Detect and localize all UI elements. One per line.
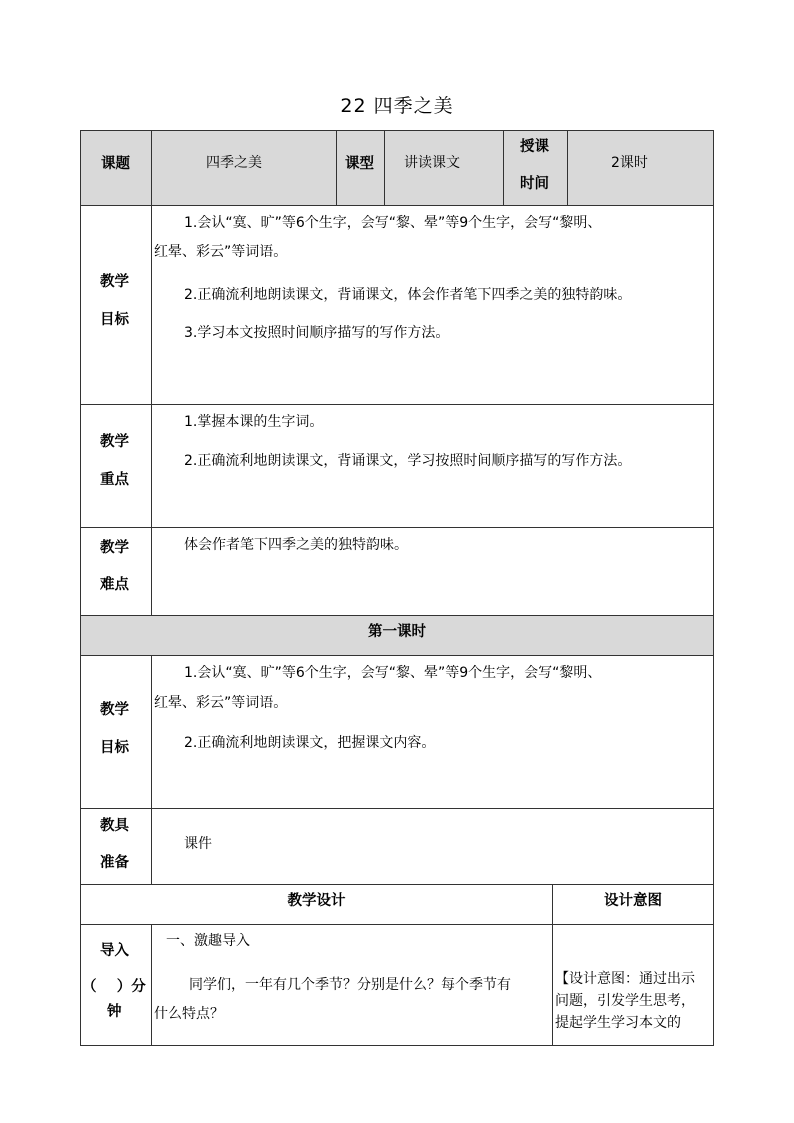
lesson1-goals-label-cell — [80, 655, 152, 809]
intro-label-line3: 钟 — [107, 1004, 122, 1020]
tools-label-line1: 教具 — [100, 818, 129, 834]
lesson1-goal-1-line1: 1.会认“寞、旷”等6个生字，会写“黎、晕”等9个生字，会写“黎明、 — [184, 665, 602, 681]
key-points-label-line2: 重点 — [100, 472, 129, 488]
time-label-line1: 授课 — [520, 139, 549, 155]
type-value: 讲读课文 — [404, 155, 460, 171]
key-points-label-cell — [80, 404, 152, 528]
intro-label-line1: 导入 — [100, 943, 129, 959]
difficulty-text: 体会作者笔下四季之美的独特韵味。 — [184, 537, 408, 553]
goals-label-cell — [80, 205, 152, 405]
time-value: 2课时 — [611, 155, 648, 171]
intro-paragraph-line2: 什么特点？ — [154, 1006, 224, 1022]
lesson1-goal-1-line2: 红晕、彩云”等词语。 — [154, 695, 288, 711]
time-label-line2: 时间 — [520, 176, 549, 192]
lesson1-goals-label-line1: 教学 — [100, 702, 129, 718]
goals-label-line1: 教学 — [100, 274, 129, 290]
type-label: 课型 — [345, 156, 374, 172]
intro-intent-line1: 【设计意图：通过出示 — [555, 971, 695, 987]
intro-paragraph-line1: 同学们，一年有几个季节？分别是什么？每个季节有 — [189, 977, 511, 993]
key-point-1: 1.掌握本课的生字词。 — [184, 414, 324, 430]
tools-value: 课件 — [184, 836, 212, 852]
topic-label: 课题 — [101, 156, 130, 172]
goal-item-1-line1: 1.会认“寞、旷”等6个生字，会写“黎、晕”等9个生字，会写“黎明、 — [184, 215, 602, 231]
lesson1-heading: 第一课时 — [368, 624, 426, 640]
topic-value: 四季之美 — [206, 155, 262, 171]
goal-item-3: 3.学习本文按照时间顺序描写的写作方法。 — [184, 325, 450, 341]
design-col1-header: 教学设计 — [287, 893, 346, 909]
key-points-label-line1: 教学 — [100, 434, 129, 450]
intro-section-title: 一、激趣导入 — [166, 933, 250, 949]
goal-item-2: 2.正确流利地朗读课文，背诵课文，体会作者笔下四季之美的独特韵味。 — [184, 287, 632, 303]
difficulty-label-line1: 教学 — [100, 540, 129, 556]
lesson1-goals-label-line2: 目标 — [100, 740, 129, 756]
difficulty-label-line2: 难点 — [100, 577, 129, 593]
tools-content-cell — [151, 808, 714, 885]
intro-intent-line2: 问题，引发学生思考， — [555, 993, 695, 1009]
intro-intent-line3: 提起学生学习本文的 — [555, 1015, 681, 1031]
goal-item-1-line2: 红晕、彩云”等词语。 — [154, 244, 288, 260]
goals-label-line2: 目标 — [100, 312, 129, 328]
key-point-2: 2.正确流利地朗读课文，背诵课文，学习按照时间顺序描写的写作方法。 — [184, 453, 632, 469]
page-title: 22 四季之美 — [340, 95, 454, 117]
design-col2-header: 设计意图 — [604, 893, 662, 909]
lesson1-goal-2: 2.正确流利地朗读课文，把握课文内容。 — [184, 735, 436, 751]
intro-label-line2: （ ）分 — [82, 979, 146, 995]
tools-label-line2: 准备 — [100, 855, 129, 871]
